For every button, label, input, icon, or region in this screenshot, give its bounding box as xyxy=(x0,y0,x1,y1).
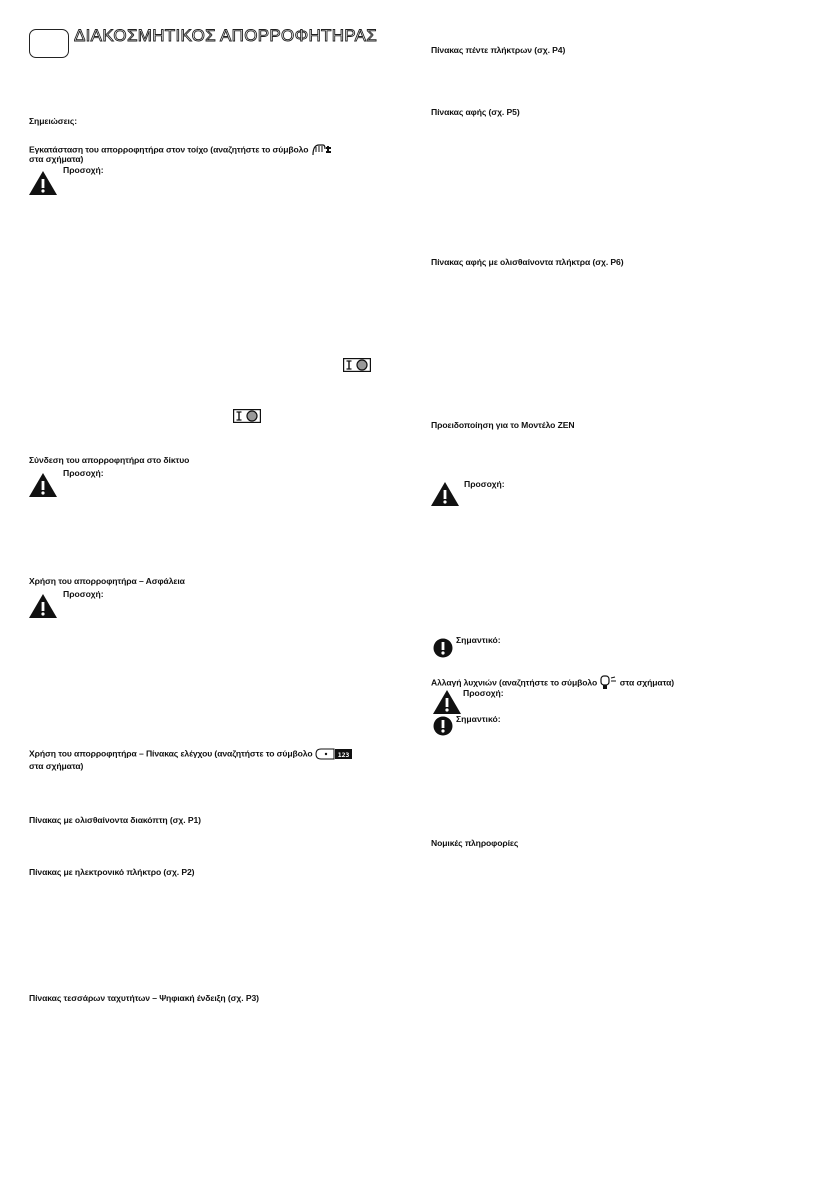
caution-label: Προσοχή: xyxy=(463,688,504,698)
panel-p1-heading: Πίνακας με ολισθαίνοντα διακόπτη (σχ. P1) xyxy=(29,815,201,825)
wall-mount-icon xyxy=(311,143,333,157)
control-panel-heading-text: Χρήση του απορροφητήρα – Πίνακας ελέγχου (αναζητήστε το σύμβολο xyxy=(29,748,313,759)
caution-label: Προσοχή: xyxy=(464,479,505,489)
panel-p3-heading: Πίνακας τεσσάρων ταχυτήτων – Ψηφιακή ένδειξη (σχ. P3) xyxy=(29,993,259,1003)
connect-heading: Σύνδεση του απορροφητήρα στο δίκτυο xyxy=(29,455,190,465)
warning-icon xyxy=(430,481,460,507)
important-label: Σημαντικό: xyxy=(456,635,501,645)
control-panel-heading xyxy=(29,748,353,760)
panel-p4-heading: Πίνακας πέντε πλήκτρων (σχ. P4) xyxy=(431,45,566,55)
lamp-change-heading-text: Αλλαγή λυχνιών (αναζητήστε το σύμβολο xyxy=(431,677,598,688)
language-box xyxy=(29,29,69,58)
page-title: ΔΙΑΚΟΣΜΗΤΙΚΟΣ ΑΠΟΡΡΟΦΗΤΗΡΑΣ xyxy=(74,26,378,45)
warning-icon xyxy=(28,593,58,619)
warning-icon xyxy=(28,170,58,196)
display-digits-text: 123 xyxy=(337,750,350,759)
zen-warning-heading: Προειδοποίηση για το Μοντέλο ZEN xyxy=(431,420,575,430)
lamp-change-heading-text-end: στα σχήματα) xyxy=(619,677,675,688)
panel-p2-heading: Πίνακας με ηλεκτρονικό πλήκτρο (σχ. P2) xyxy=(29,867,195,877)
important-icon xyxy=(433,638,453,658)
install-heading-text: Εγκατάσταση του απορροφητήρα στον τοίχο (αναζητήστε το σύμβολο xyxy=(29,144,309,155)
caution-label: Προσοχή: xyxy=(63,165,104,175)
on-off-switch-icon xyxy=(343,358,371,372)
warning-icon xyxy=(432,689,462,715)
warning-icon xyxy=(28,472,58,498)
control-panel-heading-cont: στα σχήματα) xyxy=(29,761,84,771)
panel-p5-heading: Πίνακας αφής (σχ. P5) xyxy=(431,107,520,117)
lamp-icon xyxy=(599,675,617,691)
use-safety-heading: Χρήση του απορροφητήρα – Ασφάλεια xyxy=(29,576,185,586)
notes-heading: Σημειώσεις: xyxy=(29,116,77,126)
on-off-switch-icon xyxy=(233,409,261,423)
panel-p6-heading: Πίνακας αφής με ολισθαίνοντα πλήκτρα (σχ. P6) xyxy=(431,257,624,267)
install-heading-cont: στα σχήματα) xyxy=(29,154,84,164)
important-icon xyxy=(433,716,453,736)
legal-info-heading: Νομικές πληροφορίες xyxy=(431,838,519,848)
control-panel-icon xyxy=(315,748,353,760)
caution-label: Προσοχή: xyxy=(63,468,104,478)
important-label: Σημαντικό: xyxy=(456,714,501,724)
caution-label: Προσοχή: xyxy=(63,589,104,599)
